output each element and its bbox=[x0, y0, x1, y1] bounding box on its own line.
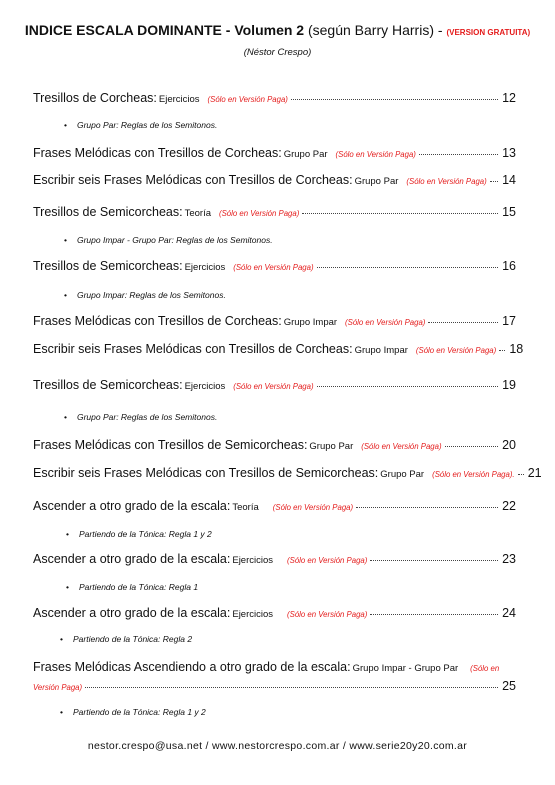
paid-version-note: (Sólo en Versión Paga) bbox=[233, 382, 314, 391]
toc-bullet-note: • Partiendo de la Tónica: Regla 1 y 2 bbox=[66, 529, 212, 539]
toc-bullet-note: • Grupo Par: Reglas de los Semitonos. bbox=[64, 120, 217, 130]
toc-entry-subtitle: Grupo Impar bbox=[283, 317, 338, 328]
paid-version-note: (Sólo en Versión Paga) bbox=[233, 263, 314, 272]
toc-entry-heading: Tresillos de Semicorcheas: bbox=[33, 378, 183, 392]
toc-entry-heading: Tresillos de Corcheas: bbox=[33, 91, 157, 105]
toc-entry[interactable] bbox=[33, 91, 516, 105]
paid-version-note: (Sólo en Versión Paga) bbox=[219, 209, 300, 218]
toc-entry-heading: Frases Melódicas con Tresillos de Semicorcheas: bbox=[33, 438, 308, 452]
paid-version-note: (Sólo en Versión Paga) bbox=[415, 346, 497, 355]
page-number: 12 bbox=[502, 91, 516, 105]
toc-entry-heading: Escribir seis Frases Melódicas con Tresillos de Corcheas: bbox=[33, 173, 353, 187]
page-number: 20 bbox=[502, 438, 516, 452]
toc-entry-subtitle: Ejercicios bbox=[158, 94, 200, 105]
dot-leader bbox=[370, 614, 498, 615]
toc-entry[interactable] bbox=[33, 606, 516, 620]
toc-entry-subtitle: Grupo Impar bbox=[354, 345, 408, 356]
page-number: 15 bbox=[502, 205, 516, 219]
toc-entry[interactable] bbox=[33, 552, 516, 566]
paid-version-note: (Sólo en Versión Paga) bbox=[361, 442, 442, 451]
toc-entry-subtitle: Teoría bbox=[184, 208, 211, 219]
dot-leader bbox=[419, 154, 498, 155]
page-number: 21 bbox=[527, 466, 542, 480]
footer-contact[interactable]: nestor.crespo@usa.net / www.nestorcrespo.com.ar / www.serie20y20.com.ar bbox=[87, 740, 468, 752]
paid-version-note: (Sólo en Versión Paga) bbox=[287, 556, 368, 565]
toc-bullet-note: • Grupo Impar - Grupo Par: Reglas de los Semitonos. bbox=[64, 235, 273, 245]
dot-leader bbox=[499, 350, 505, 351]
paid-version-note: (Sólo en Versión Paga) bbox=[335, 150, 416, 159]
toc-entry-subtitle: Grupo Par bbox=[380, 469, 425, 480]
dot-leader bbox=[317, 386, 498, 387]
toc-entry[interactable] bbox=[33, 342, 524, 356]
toc-entry[interactable] bbox=[33, 259, 516, 273]
dot-leader bbox=[428, 322, 498, 323]
page-number: 16 bbox=[502, 259, 516, 273]
dot-leader bbox=[518, 474, 524, 475]
page-number: 19 bbox=[502, 378, 516, 392]
dot-leader bbox=[302, 213, 498, 214]
paid-version-note: (Sólo en Versión Paga) bbox=[406, 177, 487, 186]
toc-entry-heading: Ascender a otro grado de la escala: bbox=[33, 499, 231, 513]
dot-leader bbox=[85, 687, 498, 688]
toc-entry-subtitle: Ejercicios bbox=[184, 381, 226, 392]
page-number: 17 bbox=[502, 314, 516, 328]
toc-entry-heading: Escribir seis Frases Melódicas con Tresillos de Corcheas: bbox=[33, 342, 353, 356]
toc-entry-heading: Ascender a otro grado de la escala: bbox=[33, 606, 231, 620]
page-title bbox=[0, 22, 555, 38]
dot-leader bbox=[291, 99, 498, 100]
title-main: INDICE ESCALA DOMINANTE - Volumen 2 bbox=[24, 22, 305, 38]
toc-entry-heading: Frases Melódicas con Tresillos de Corcheas: bbox=[33, 146, 282, 160]
dot-leader bbox=[445, 446, 498, 447]
toc-entry[interactable] bbox=[33, 205, 516, 219]
page-number: 22 bbox=[502, 499, 516, 513]
toc-entry-heading: Tresillos de Semicorcheas: bbox=[33, 205, 183, 219]
page-number: 18 bbox=[509, 342, 524, 356]
toc-entry[interactable] bbox=[33, 173, 516, 187]
toc-entry-subtitle: Teoría bbox=[232, 502, 259, 513]
toc-entry[interactable] bbox=[33, 438, 516, 452]
paid-version-note-continued: Versión Paga) bbox=[33, 683, 83, 692]
toc-bullet-note: • Grupo Par: Reglas de los Semitonos. bbox=[64, 412, 217, 422]
toc-entry[interactable] bbox=[33, 146, 516, 160]
toc-entry[interactable] bbox=[33, 499, 516, 513]
paid-version-note: (Sólo en Versión Paga) bbox=[345, 318, 426, 327]
dot-leader bbox=[317, 267, 498, 268]
paid-version-note: (Sólo en Versión Paga) bbox=[272, 503, 354, 512]
toc-bullet-note: • Partiendo de la Tónica: Regla 2 bbox=[60, 634, 192, 644]
free-version-badge: (VERSION GRATUITA) bbox=[446, 28, 531, 37]
paid-version-note: (Sólo en bbox=[470, 664, 500, 673]
toc-entry-heading: Tresillos de Semicorcheas: bbox=[33, 259, 183, 273]
toc-entry-subtitle: Ejercicios bbox=[232, 609, 274, 620]
toc-entry[interactable] bbox=[33, 466, 542, 480]
toc-bullet-note: • Grupo Impar: Reglas de los Semitonos. bbox=[64, 290, 226, 300]
toc-entry-subtitle: Grupo Par bbox=[354, 176, 399, 187]
author-line: (Néstor Crespo) bbox=[243, 47, 312, 58]
paid-version-note: (Sólo en Versión Paga) bbox=[287, 610, 368, 619]
title-subtitle: (según Barry Harris) - bbox=[307, 22, 443, 38]
toc-entry-subtitle: Grupo Impar - Grupo Par bbox=[352, 663, 459, 674]
page-number: 14 bbox=[502, 173, 516, 187]
toc-bullet-note: • Partiendo de la Tónica: Regla 1 bbox=[66, 582, 198, 592]
toc-entry[interactable] bbox=[33, 660, 516, 693]
paid-version-note: (Sólo en Versión Paga) bbox=[207, 95, 288, 104]
toc-entry-subtitle: Ejercicios bbox=[232, 555, 274, 566]
dot-leader bbox=[370, 560, 498, 561]
dot-leader bbox=[356, 507, 498, 508]
toc-entry[interactable] bbox=[33, 314, 516, 328]
dot-leader bbox=[490, 181, 498, 182]
page-number: 24 bbox=[502, 606, 516, 620]
toc-bullet-note: • Partiendo de la Tónica: Regla 1 y 2 bbox=[60, 707, 206, 717]
toc-entry-heading: Escribir seis Frases Melódicas con Tresillos de Semicorcheas: bbox=[33, 466, 379, 480]
toc-entry-subtitle: Grupo Par bbox=[309, 441, 354, 452]
toc-entry-heading: Frases Melódicas con Tresillos de Corcheas: bbox=[33, 314, 282, 328]
paid-version-note: (Sólo en Versión Paga). bbox=[432, 470, 515, 479]
page-number: 25 bbox=[502, 679, 516, 693]
toc-entry-heading: Frases Melódicas Ascendiendo a otro grado de la escala: bbox=[33, 660, 351, 674]
page-number: 23 bbox=[502, 552, 516, 566]
toc-entry[interactable] bbox=[33, 378, 516, 392]
toc-entry-subtitle: Grupo Par bbox=[283, 149, 328, 160]
toc-entry-subtitle: Ejercicios bbox=[184, 262, 226, 273]
toc-entry-heading: Ascender a otro grado de la escala: bbox=[33, 552, 231, 566]
page-number: 13 bbox=[502, 146, 516, 160]
